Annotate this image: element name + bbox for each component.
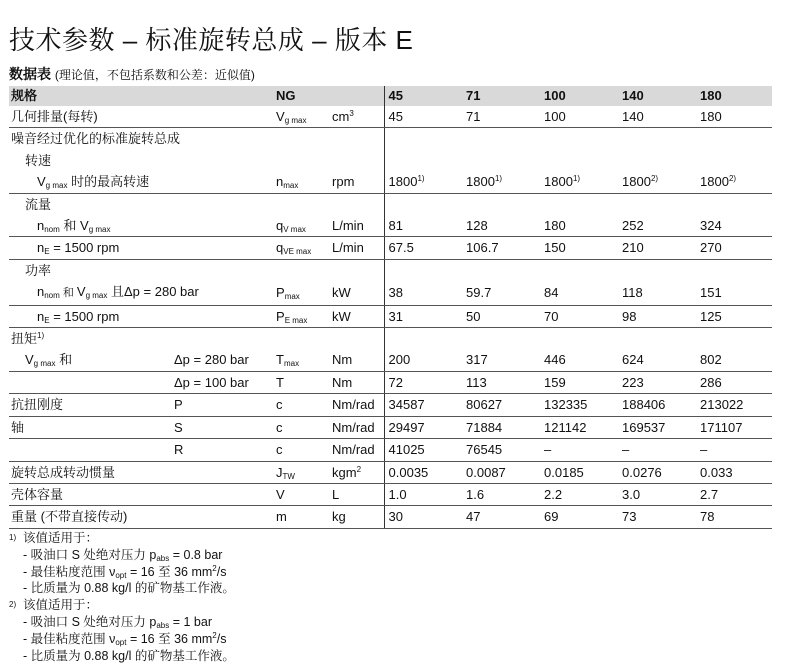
row-unit: Nm: [330, 371, 384, 393]
row-condition: Δp = 280 bar: [172, 349, 274, 371]
row-symbol: c: [274, 416, 330, 438]
value-cell: 180: [540, 215, 618, 237]
row-power-nom: [9, 281, 772, 305]
spec-table: [9, 86, 772, 529]
row-unit: L: [330, 483, 384, 505]
subtitle-label: 数据表: [9, 66, 51, 82]
value-cell: 78: [696, 506, 772, 528]
row-inertia: [9, 461, 772, 483]
row-condition: Δp = 100 bar: [172, 371, 274, 393]
value-cell: 73: [618, 506, 696, 528]
value-cell: 317: [462, 349, 540, 371]
value-cell: 38: [384, 281, 462, 305]
value-cell: 128: [462, 215, 540, 237]
row-label: 抗扭刚度: [9, 394, 172, 416]
page-title: 技术参数 – 标准旋转总成 – 版本 E: [9, 25, 414, 55]
value-cell: 132335: [540, 394, 618, 416]
row-speed-section: [9, 150, 772, 171]
value-cell: 0.0087: [462, 461, 540, 483]
row-flow-e: [9, 237, 772, 259]
value-cell: 0.0276: [618, 461, 696, 483]
value-cell: 1800$^{2)}$: [696, 171, 772, 193]
row-unit: kW: [330, 281, 384, 305]
row-symbol: $T_{max}$: [274, 349, 330, 371]
row-label: 壳体容量: [9, 483, 274, 505]
row-power-section: [9, 259, 772, 281]
footnote-2-line: - 最佳粘度范围 $\nu_{opt} = 16$ 至 36 $mm^2/s$: [23, 630, 227, 647]
header-size: 140: [618, 86, 696, 106]
row-torque-100: [9, 371, 772, 393]
row-symbol: $P_{E max}$: [274, 305, 330, 327]
row-unit: L/min: [330, 215, 384, 237]
row-symbol: $V_{g max}$: [274, 106, 330, 128]
value-cell: –: [618, 439, 696, 461]
footnotes: [9, 530, 235, 664]
value-cell: 71: [462, 106, 540, 128]
value-cell: 2.7: [696, 483, 772, 505]
row-stiffness-r: [9, 439, 772, 461]
footnote-1-intro: 1) 该值适用于：: [9, 531, 99, 545]
row-symbol: c: [274, 439, 330, 461]
row-symbol: $P_{max}$: [274, 281, 330, 305]
row-shaft: P: [172, 394, 274, 416]
row-unit: kgm$^2$: [330, 461, 384, 483]
value-cell: 1800$^{1)}$: [462, 171, 540, 193]
row-symbol: $q_{V max}$: [274, 215, 330, 237]
row-unit: Nm/rad: [330, 416, 384, 438]
value-cell: 106.7: [462, 237, 540, 259]
row-symbol: c: [274, 394, 330, 416]
value-cell: 223: [618, 371, 696, 393]
value-cell: 210: [618, 237, 696, 259]
row-label: 旋转总成转动惯量: [9, 461, 274, 483]
footnote-2-intro: 2) 该值适用于：: [9, 598, 99, 613]
section-label: 流量: [25, 196, 52, 212]
value-cell: 151: [696, 281, 772, 305]
value-cell: 150: [540, 237, 618, 259]
footnote-1-line: - 最佳粘度范围 $\nu_{opt} = 16$ 至 36 $mm^2/s$: [23, 563, 227, 580]
header-size: 71: [462, 86, 540, 106]
row-label: $V_{g max}$ 时的最高转速: [9, 171, 274, 193]
value-cell: 76545: [462, 439, 540, 461]
value-cell: –: [696, 439, 772, 461]
row-symbol: T: [274, 371, 330, 393]
row-symbol: m: [274, 506, 330, 528]
value-cell: 252: [618, 215, 696, 237]
row-unit: rpm: [330, 171, 384, 193]
header-size: 180: [696, 86, 772, 106]
value-cell: 1800$^{1)}$: [384, 171, 462, 193]
value-cell: 1.0: [384, 483, 462, 505]
value-cell: 169537: [618, 416, 696, 438]
value-cell: 41025: [384, 439, 462, 461]
row-unit: Nm/rad: [330, 394, 384, 416]
row-unit: $cm^3$: [330, 106, 384, 128]
row-noise-section: [9, 128, 772, 150]
value-cell: 59.7: [462, 281, 540, 305]
row-symbol: V: [274, 483, 330, 505]
row-flow-nom: [9, 215, 772, 237]
value-cell: 118: [618, 281, 696, 305]
value-cell: 200: [384, 349, 462, 371]
value-cell: 270: [696, 237, 772, 259]
value-cell: 286: [696, 371, 772, 393]
value-cell: 69: [540, 506, 618, 528]
value-cell: 2.2: [540, 483, 618, 505]
row-unit: L/min: [330, 237, 384, 259]
value-cell: 1800$^{2)}$: [618, 171, 696, 193]
value-cell: 47: [462, 506, 540, 528]
row-stiffness-s: [9, 416, 772, 438]
value-cell: 1.6: [462, 483, 540, 505]
value-cell: 0.033: [696, 461, 772, 483]
row-displacement: [9, 106, 772, 128]
section-label: 噪音经过优化的标准旋转总成: [11, 131, 181, 147]
value-cell: 121142: [540, 416, 618, 438]
value-cell: 624: [618, 349, 696, 371]
value-cell: 100: [540, 106, 618, 128]
row-shaft: S: [172, 416, 274, 438]
value-cell: 3.0: [618, 483, 696, 505]
row-unit: kW: [330, 305, 384, 327]
header-ng: NG: [274, 86, 384, 106]
value-cell: 98: [618, 305, 696, 327]
row-label: $n_{nom}$ 和 $V_{g max}$ 且Δp = 280 bar: [9, 281, 274, 305]
row-label: $n_{nom}$ 和 $V_{g max}$: [9, 215, 274, 237]
section-label: 扭矩$^{1)}$: [11, 331, 45, 347]
row-unit: Nm/rad: [330, 439, 384, 461]
value-cell: 802: [696, 349, 772, 371]
value-cell: 171107: [696, 416, 772, 438]
row-weight: [9, 506, 772, 528]
row-label: $V_{g max}$ 和: [9, 349, 172, 371]
header-spec: 规格: [9, 86, 274, 106]
value-cell: 50: [462, 305, 540, 327]
value-cell: 71884: [462, 416, 540, 438]
row-symbol: $J_{TW}$: [274, 461, 330, 483]
value-cell: 81: [384, 215, 462, 237]
row-torque-section: [9, 328, 772, 350]
value-cell: 180: [696, 106, 772, 128]
footnote-1-line: - 吸油口 S 处绝对压力 $p_{abs} = 0.8$ bar: [23, 547, 223, 563]
row-max-speed: [9, 171, 772, 193]
value-cell: 188406: [618, 394, 696, 416]
value-cell: 446: [540, 349, 618, 371]
value-cell: –: [540, 439, 618, 461]
value-cell: 324: [696, 215, 772, 237]
section-label: 转速: [25, 152, 52, 168]
value-cell: 113: [462, 371, 540, 393]
section-label: 功率: [25, 262, 52, 278]
value-cell: 1800$^{1)}$: [540, 171, 618, 193]
row-symbol: $q_{VE max}$: [274, 237, 330, 259]
footnote-1-line: - 比质量为 0.88 kg/l 的矿物基工作液。: [23, 581, 235, 596]
value-cell: 0.0035: [384, 461, 462, 483]
row-stiffness-p: [9, 394, 772, 416]
value-cell: 30: [384, 506, 462, 528]
value-cell: 67.5: [384, 237, 462, 259]
value-cell: 31: [384, 305, 462, 327]
value-cell: 80627: [462, 394, 540, 416]
value-cell: 29497: [384, 416, 462, 438]
row-label: 几何排量(每转): [9, 106, 274, 128]
row-unit: Nm: [330, 349, 384, 371]
value-cell: 84: [540, 281, 618, 305]
row-label: 轴: [9, 416, 172, 438]
value-cell: 213022: [696, 394, 772, 416]
row-label: $n_E = 1500$ rpm: [9, 237, 274, 259]
row-torque-max: [9, 349, 772, 371]
row-power-e: [9, 305, 772, 327]
row-case-volume: [9, 483, 772, 505]
row-shaft: R: [172, 439, 274, 461]
row-flow-section: [9, 193, 772, 215]
row-unit: kg: [330, 506, 384, 528]
value-cell: 34587: [384, 394, 462, 416]
row-label: 重量 (不带直接传动): [9, 506, 274, 528]
row-symbol: $n_{max}$: [274, 171, 330, 193]
value-cell: 70: [540, 305, 618, 327]
footnote-2-line: - 吸油口 S 处绝对压力 $p_{abs} = 1$ bar: [23, 614, 213, 630]
header-size: 45: [384, 86, 462, 106]
value-cell: 45: [384, 106, 462, 128]
table-header-row: [9, 86, 772, 106]
subtitle-note: (理论值，不包括系数和公差：近似值): [54, 68, 255, 82]
value-cell: 72: [384, 371, 462, 393]
row-label: $n_E = 1500$ rpm: [9, 305, 274, 327]
footnote-2-line: - 比质量为 0.88 kg/l 的矿物基工作液。: [23, 648, 235, 663]
value-cell: 140: [618, 106, 696, 128]
value-cell: 125: [696, 305, 772, 327]
header-size: 100: [540, 86, 618, 106]
value-cell: 0.0185: [540, 461, 618, 483]
value-cell: 159: [540, 371, 618, 393]
table-subtitle: [9, 64, 255, 84]
